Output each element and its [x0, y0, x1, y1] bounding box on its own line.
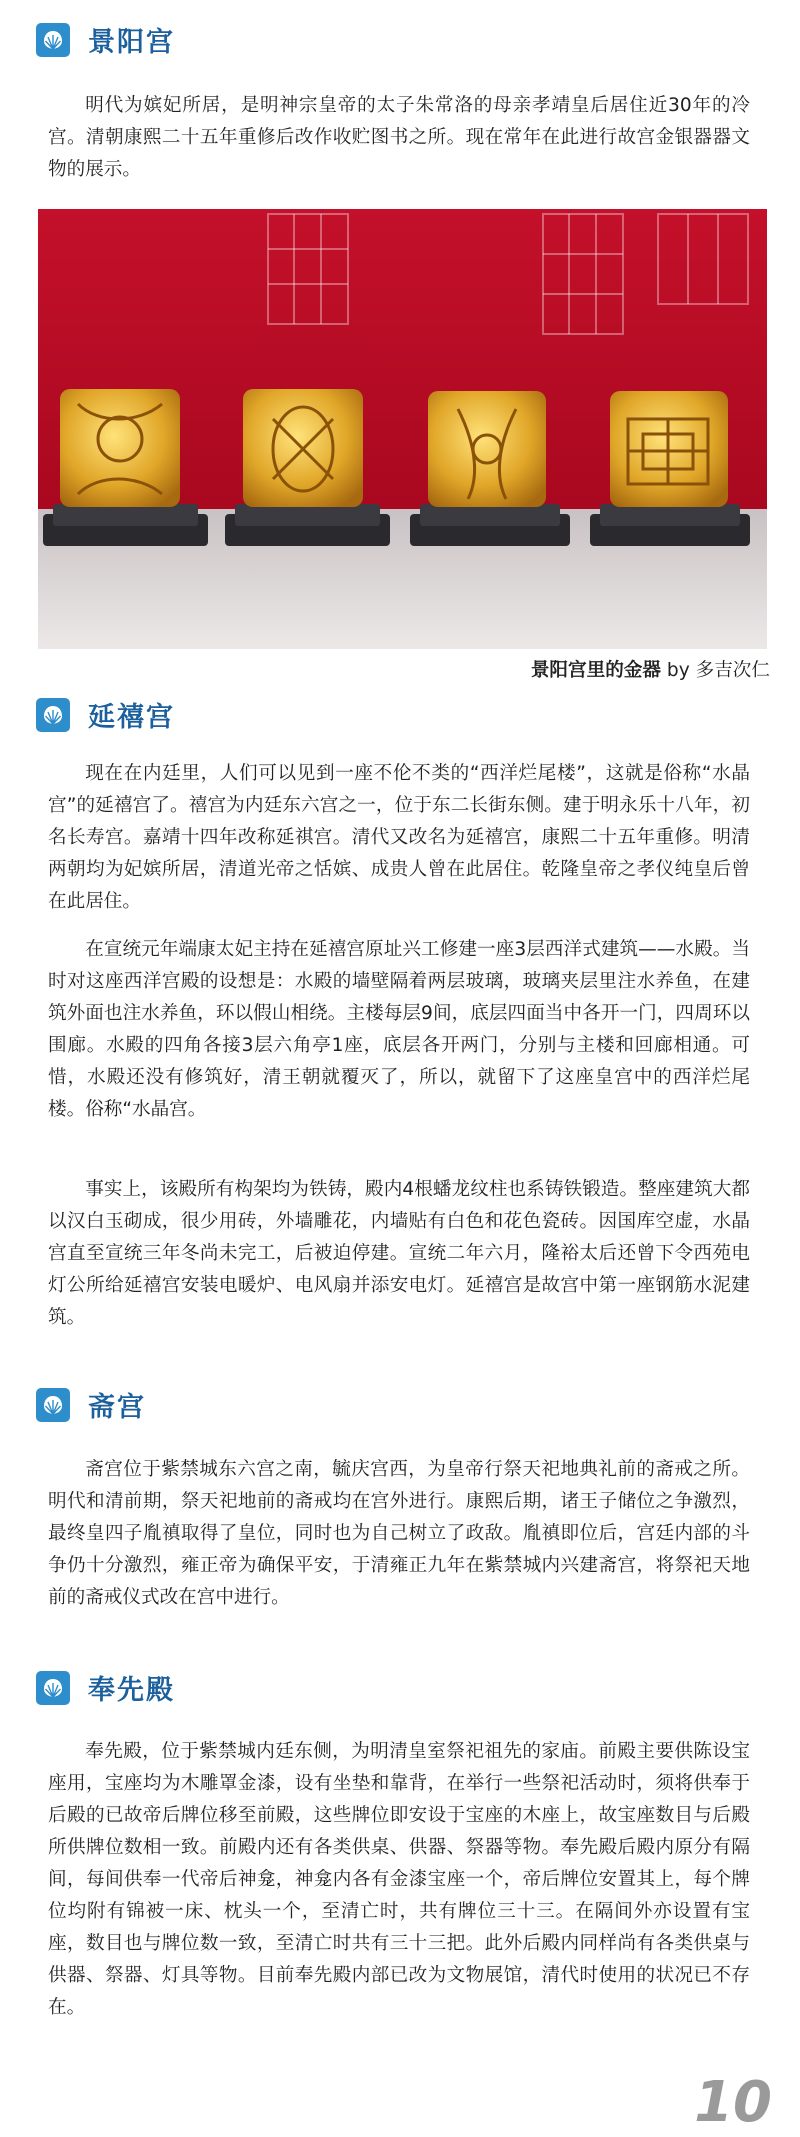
shell-icon — [36, 1671, 70, 1705]
paragraph: 在宣统元年端康太妃主持在延禧宫原址兴工修建一座3层西洋式建筑——水殿。当时对这座西洋宫殿的设想是：水殿的墙壁隔着两层玻璃，玻璃夹层里注水养鱼，在建筑外面也注水养鱼，环以假山相绕。主楼每层9间，底层四面当中各开一门，四周环以围廊。水殿的四角各接3层六角亭1座，底层各开两门，分别与主楼和回廊相通。可惜，水殿还没有修筑好，清王朝就覆灭了，所以，就留下了这座皇宫中的西洋烂尾楼。俗称“水晶宫。 — [48, 939, 750, 1120]
section-heading-fengxian — [36, 1668, 175, 1707]
section-title: 延禧宫 — [88, 702, 175, 733]
caption-author: by 多吉次仁 — [666, 660, 770, 681]
shell-icon — [36, 698, 70, 732]
section-title: 奉先殿 — [88, 1675, 175, 1706]
paragraph: 现在在内廷里，人们可以见到一座不伦不类的“西洋烂尾楼”，这就是俗称“水晶宫”的延禧宫了。禧宫为内廷东六宫之一，位于东二长街东侧。建于明永乐十八年，初名长寿宫。嘉靖十四年改称延祺宫。清代又改名为延禧宫，康熙二十五年重修。明清两朝均为妃嫔所居，清道光帝之恬嫔、成贵人曾在此居住。乾隆皇帝之孝仪纯皇后曾在此居住。 — [48, 763, 750, 912]
caption-title: 景阳宫里的金器 — [530, 660, 661, 681]
section-title: 斋宫 — [88, 1392, 146, 1423]
gold-artifacts-photo — [38, 209, 767, 649]
section-heading-jingyang — [36, 20, 175, 59]
section-title: 景阳宫 — [88, 27, 175, 58]
section-heading-zhai — [36, 1385, 146, 1424]
paragraph: 事实上，该殿所有构架均为铁铸，殿内4根蟠龙纹柱也系铸铁锻造。整座建筑大都以汉白玉砌成，很少用砖，外墙雕花，内墙贴有白色和花色瓷砖。因国库空虚，水晶宫直至宣统三年冬尚未完工，后被迫停建。宣统二年六月，隆裕太后还曾下令西苑电灯公所给延禧宫安装电暖炉、电风扇并添安电灯。延禧宫是故宫中第一座钢筋水泥建筑。 — [48, 1179, 750, 1328]
photo-caption — [531, 656, 770, 682]
shell-icon — [36, 23, 70, 57]
shell-icon — [36, 1388, 70, 1422]
paragraph: 奉先殿，位于紫禁城内廷东侧，为明清皇室祭祀祖先的家庙。前殿主要供陈设宝座用，宝座均为木雕罩金漆，设有坐垫和靠背，在举行一些祭祀活动时，须将供奉于后殿的已故帝后牌位移至前殿，这些牌位即安设于宝座的木座上，故宝座数目与后殿所供牌位数相一致。前殿内还有各类供桌、供器、祭器等物。奉先殿后殿内原分有隔间，每间供奉一代帝后神龛，神龛内各有金漆宝座一个，帝后牌位安置其上，每个牌位均附有锦被一床、枕头一个，至清亡时，共有牌位三十三。在隔间外亦设置有宝座，数目也与牌位数一致，至清亡时共有三十三把。此外后殿内同样尚有各类供桌与供器、祭器、灯具等物。目前奉先殿内部已改为文物展馆，清代时使用的状况已不存在。 — [48, 1741, 750, 2018]
page-number: 10 — [694, 2070, 772, 2135]
paragraph: 斋宫位于紫禁城东六宫之南，毓庆宫西，为皇帝行祭天祀地典礼前的斋戒之所。明代和清前期，祭天祀地前的斋戒均在宫外进行。康熙后期，诸王子储位之争激烈，最终皇四子胤禛取得了皇位，同时也为自己树立了政敌。胤禛即位后，宫廷内部的斗争仍十分激烈，雍正帝为确保平安，于清雍正九年在紫禁城内兴建斋宫，将祭祀天地前的斋戒仪式改在宫中进行。 — [48, 1459, 750, 1608]
section-heading-yanxi — [36, 695, 175, 734]
paragraph: 明代为嫔妃所居，是明神宗皇帝的太子朱常洛的母亲孝靖皇后居住近30年的冷宫。清朝康熙二十五年重修后改作收贮图书之所。现在常年在此进行故宫金银器器文物的展示。 — [48, 95, 750, 180]
